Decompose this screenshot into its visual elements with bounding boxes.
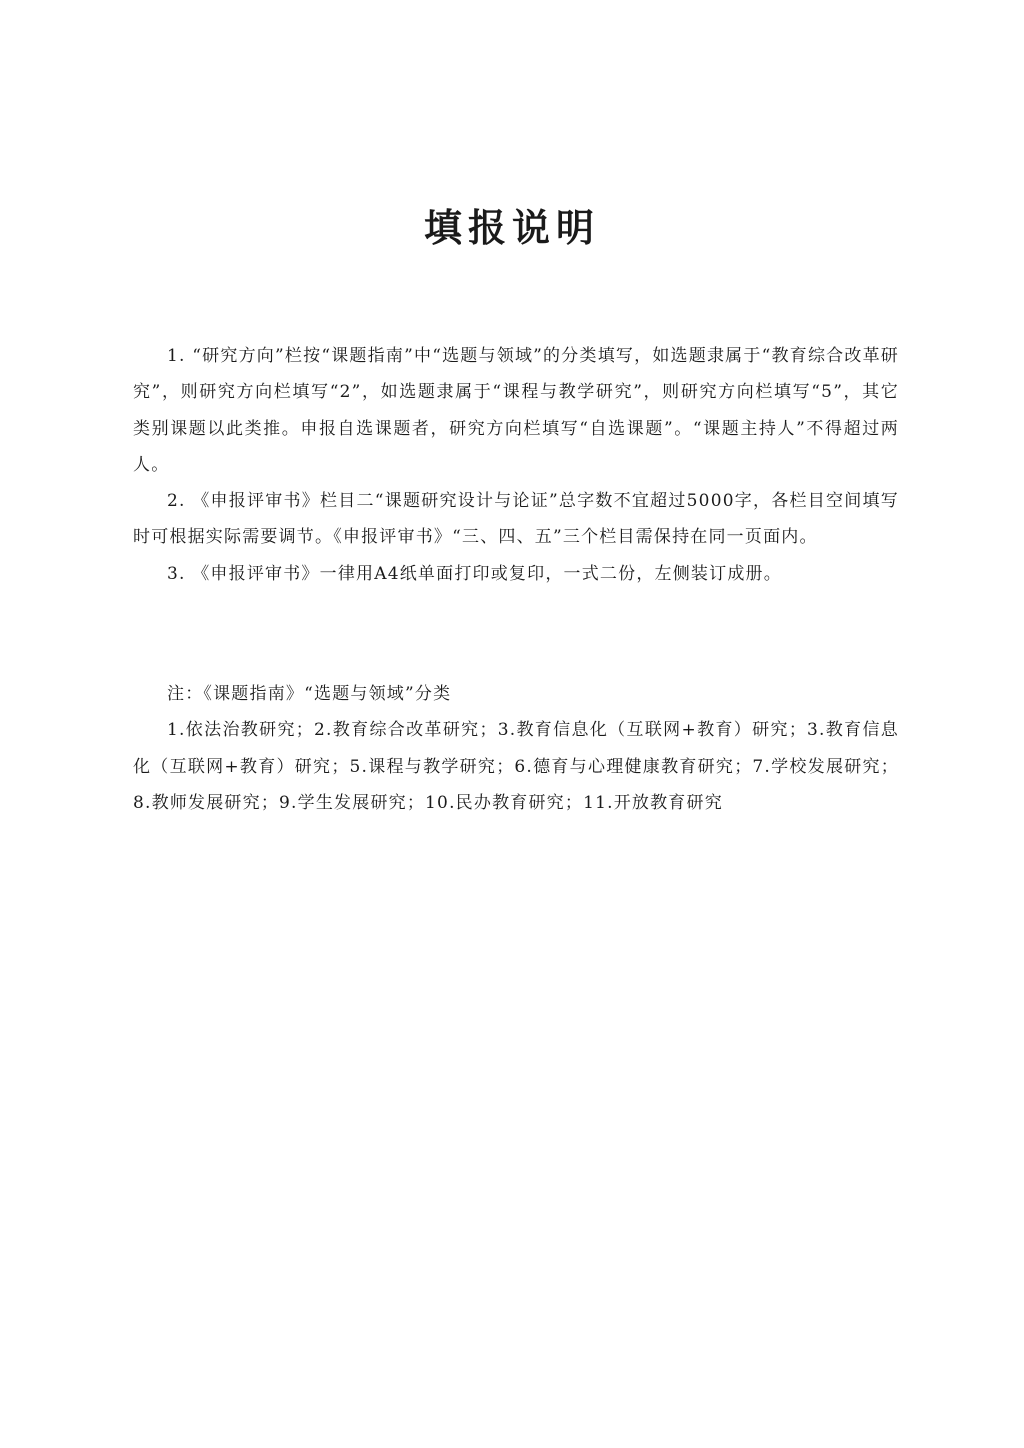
- instruction-paragraph-2: 2. 《申报评审书》栏目二“课题研究设计与论证”总字数不宜超过5000字，各栏目空间填写时可根据实际需要调节。《申报评审书》“三、四、五”三个栏目需保持在同一页面内。: [133, 491, 899, 548]
- instruction-paragraph-3: 3. 《申报评审书》一律用A4纸单面打印或复印，一式二份，左侧装订成册。: [167, 563, 782, 584]
- instruction-paragraph-1: 1. “研究方向”栏按“课题指南”中“选题与领域”的分类填写，如选题隶属于“教育综合改革研究”，则研究方向栏填写“2”，如选题隶属于“课程与教学研究”，则研究方向栏填写“5”，其它类别课题以此类推。申报自选课题者，研究方向栏填写“自选课题”。“课题主持人”不得超过两人。: [133, 346, 899, 475]
- note-section: [133, 676, 899, 821]
- category-list: 1.依法治教研究；2.教育综合改革研究；3.教育信息化（互联网+教育）研究；3.教育信息化（互联网+教育）研究；5.课程与教学研究；6.德育与心理健康教育研究；7.学校发展研究；8.教师发展研究；9.学生发展研究；10.民办教育研究；11.开放教育研究: [133, 720, 899, 813]
- page-title: 填报说明: [423, 206, 600, 250]
- note-heading: 注：《课题指南》“选题与领域”分类: [167, 684, 452, 704]
- instructions-section: [133, 338, 899, 592]
